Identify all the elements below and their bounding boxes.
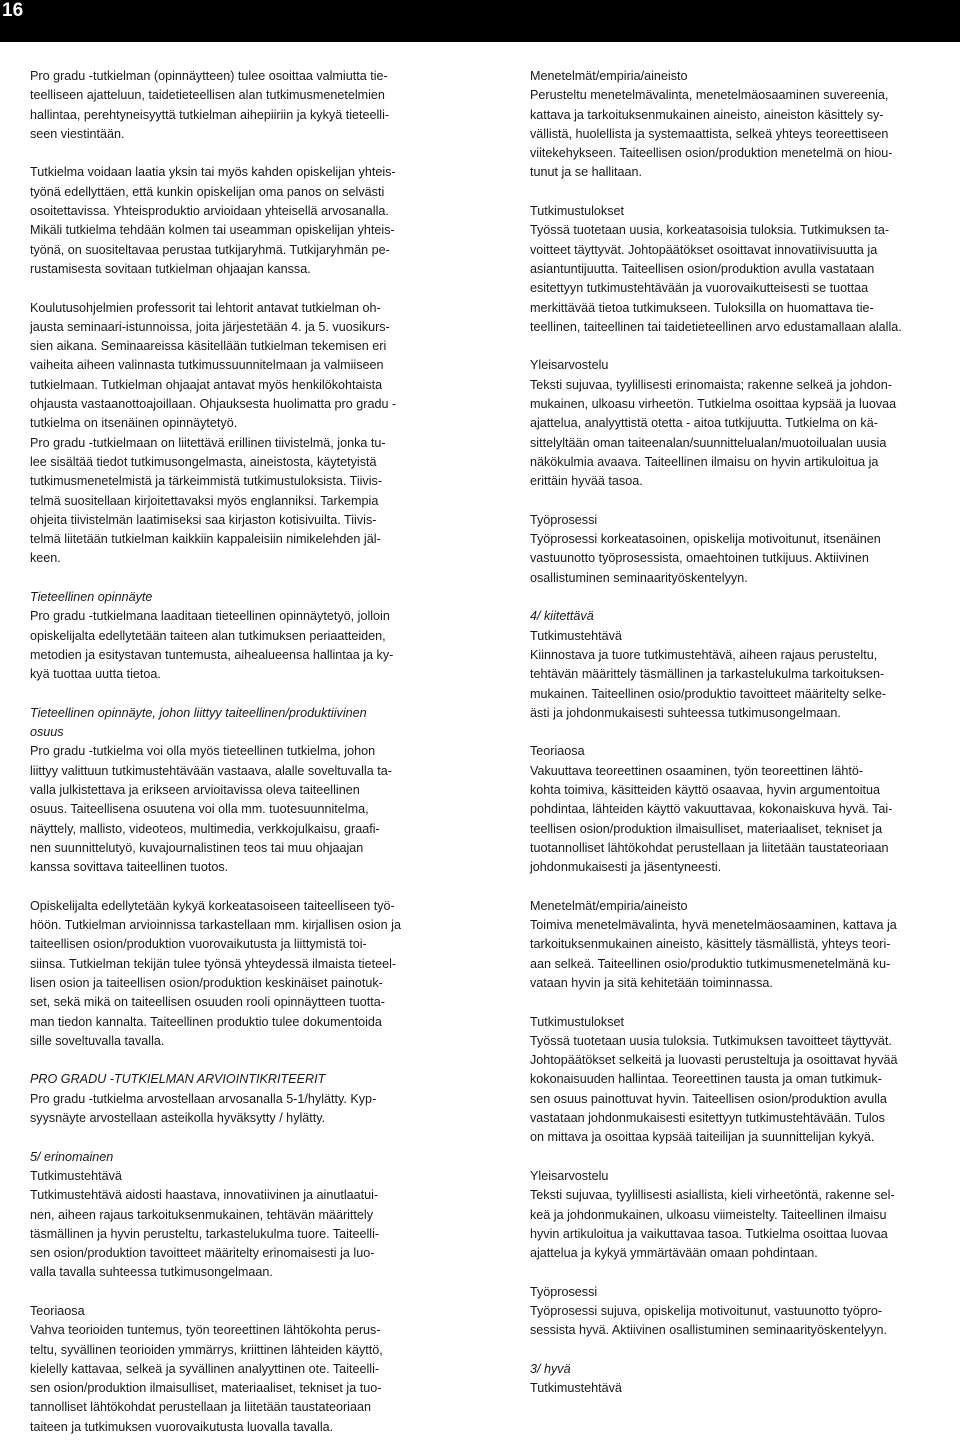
text-line: sen osion/produktion tavoitteet määritelty erinomaisesti ja luo- [30, 1246, 375, 1261]
text-line: sen osuus painottuvat hyvin. Taiteellisen osion/produktion avulla [530, 1091, 887, 1106]
text-line: lee sisältää tiedot tutkimusongelmasta, aineistosta, käytetyistä [30, 454, 377, 469]
text-line: keen. [30, 551, 61, 566]
text-line: 3/ hyvä [530, 1361, 571, 1376]
text-line: Koulutusohjelmien professorit tai lehtorit antavat tutkielman oh- [30, 300, 381, 315]
text-line: man tiedon kannalta. Taiteellinen produktio tulee dokumentoida [30, 1014, 382, 1029]
text-line: tutkimusmenetelmistä ja tärkeimmistä tutkimustuloksista. Tiivis- [30, 474, 383, 489]
left-column [30, 67, 460, 1437]
text-line: kattava ja tarkoituksenmukainen aineisto, aineiston käsittely sy- [530, 107, 884, 122]
right-column [530, 67, 960, 1398]
paragraph [530, 1360, 960, 1399]
text-line: hyvin artikuloitua ja vaikuttavaa tasoa. Tutkielma osoittaa luovaa [530, 1226, 888, 1241]
text-line: kohta toimiva, käsitteiden käyttö osaavaa, hyvin argumentoitua [530, 782, 881, 797]
paragraph [530, 897, 960, 993]
paragraph [530, 607, 960, 723]
paragraph [530, 356, 960, 491]
paragraph [30, 1302, 460, 1437]
paragraph [30, 1070, 460, 1128]
text-line: osoitettavissa. Yhteisproduktio arvioidaan yhteisellä arvosanalla. [30, 204, 389, 219]
text-line: Vakuuttava teoreettinen osaaminen, työn teoreettinen lähtö- [530, 763, 864, 778]
text-line: nen, aiheen rajaus tarkoituksenmukainen, tehtävän määrittely [30, 1207, 374, 1222]
text-line: viitekehykseen. Taiteellisen osion/produktion menetelmä on hiou- [530, 146, 893, 161]
text-line: mukainen, ulkoasu virheetön. Tutkielma osoittaa kypsää ja luovaa [530, 397, 897, 412]
text-line: jausta seminaari-istunnoissa, joita järjestetään 4. ja 5. vuosikurs- [30, 319, 390, 334]
text-line: vastataan johdonmukaisesti esitettyyn tutkimustehtävään. Tulos [530, 1111, 885, 1126]
text-line: tuotannolliset lähtökohdat perustellaan ja liitetään taustateoriaan [530, 840, 889, 855]
text-line: työnä edellyttäen, että kunkin opiskelijan oma panos on selvästi [30, 184, 385, 199]
text-line: johdonmukaisesti ja jäsentyneesti. [530, 860, 722, 875]
text-line: osuus [30, 725, 64, 740]
text-line: kyä tuottaa uutta tietoa. [30, 667, 161, 682]
text-line: asiantuntijuutta. Taiteellisen osion/produktion avulla vastataan [530, 261, 875, 276]
text-line: lisen osion ja taiteellisen osion/produktion keskinäiset painotuk- [30, 975, 383, 990]
text-line: Tutkimustehtävä [530, 1381, 622, 1396]
text-line: valla tavalla suhteessa tutkimusongelmaan. [30, 1265, 273, 1280]
text-line: Tutkielma voidaan laatia yksin tai myös kahden opiskelijan yhteis- [30, 165, 396, 180]
text-line: valla julkistettava ja erikseen arvioitavissa oleva taiteellinen [30, 782, 360, 797]
text-line: Teoriaosa [530, 744, 585, 759]
paragraph [30, 897, 460, 1051]
text-line: kokonaisuuden hallintaa. Teoreettinen tausta ja oman tutkimuk- [530, 1072, 882, 1087]
text-line: keä ja johdonmukainen, ulkoasu viimeistelty. Taiteellinen ilmaisu [530, 1207, 887, 1222]
paragraph [530, 1283, 960, 1341]
text-line: Pro gradu -tutkielman (opinnäytteen) tulee osoittaa valmiutta tie- [30, 69, 388, 83]
text-line: ajattelua ja kykyä ymmärtävään omaan pohdintaan. [530, 1246, 818, 1261]
text-line: höön. Tutkielman arvioinnissa tarkastellaan mm. kirjallisen osion ja [30, 918, 401, 933]
text-line: Työssä tuotetaan uusia tuloksia. Tutkimuksen tavoitteet täyttyvät. [530, 1033, 892, 1048]
text-line: sessista hyvä. Aktiivinen osallistuminen seminaarityöskentelyyn. [530, 1323, 887, 1338]
text-line: teltu, syvällinen teorioiden ymmärrys, kriittinen lähteiden käyttö, [30, 1342, 383, 1357]
paragraph [30, 588, 460, 684]
text-line: PRO GRADU -TUTKIELMAN ARVIOINTIKRITEERIT [30, 1072, 326, 1087]
text-line: vataan hyvin ja sitä kehitetään toiminnassa. [530, 975, 773, 990]
text-line: vastuunotto työprosessista, omaehtoinen tutkijuus. Aktiivinen [530, 551, 869, 566]
paragraph [530, 511, 960, 588]
text-line: nen suunnittelutyö, kuvajournalistinen teos tai muu ohjaajan [30, 840, 364, 855]
text-line: Johtopäätökset selkeitä ja luovasti perusteltuja ja osoittavat hyvää [530, 1053, 898, 1068]
text-line: osallistuminen seminaarityöskentelyyn. [530, 570, 748, 585]
text-line: sille soveltuvalla tavalla. [30, 1033, 165, 1048]
text-line: Tieteellinen opinnäyte, johon liittyy taiteellinen/produktiivinen [30, 705, 367, 720]
text-line: Työssä tuotetaan uusia, korkeatasoisia tuloksia. Tutkimuksen ta- [530, 223, 890, 238]
text-line: hallintaa, perehtyneisyyttä tutkielman aihepiiriin ja kykyä tieteelli- [30, 107, 390, 122]
text-line: näkökulmia avaava. Taiteellinen ilmaisu on hyvin artikuloitua ja [530, 454, 879, 469]
text-line: Menetelmät/empiria/aineisto [530, 898, 688, 913]
text-line: näyttely, mallisto, videoteos, multimedia, verkkojulkaisu, graafi- [30, 821, 380, 836]
text-line: taiteellisen osion/produktion vuorovaikutusta ja liittymistä toi- [30, 937, 367, 952]
text-line: Teksti sujuvaa, tyylillisesti erinomaista; rakenne selkeä ja johdon- [530, 377, 892, 392]
text-line: Teoriaosa [30, 1304, 85, 1318]
text-line: Työprosessi [530, 1284, 598, 1299]
text-line: Yleisarvostelu [530, 1168, 609, 1183]
text-line: täsmällinen ja hyvin perusteltu, tarkastelukulma tuore. Taiteelli- [30, 1226, 380, 1241]
paragraph [530, 742, 960, 877]
text-line: kielelly kattavaa, selkeä ja syvällinen analyyttinen ote. Taiteelli- [30, 1361, 380, 1376]
text-line: tutkielma on itsenäinen opinnäytetyö. [30, 416, 238, 431]
text-line: Opiskelijalta edellytetään kykyä korkeatasoiseen taiteelliseen työ- [30, 898, 395, 913]
text-line: set, sekä mikä on taiteellisen osuuden rooli opinnäytteen tuotta- [30, 995, 385, 1010]
text-line: rustamisesta sovitaan tutkielman ohjaajan kanssa. [30, 261, 311, 276]
text-line: osuus. Taiteellisena osuutena voi olla mm. tuotesuunnitelma, [30, 802, 369, 817]
text-line: on mittava ja osoittaa kypsää taiteilijan ja suunnittelijan kykyä. [530, 1130, 875, 1145]
page-header-bar [0, 0, 960, 42]
text-line: Pro gradu -tutkielmaan on liitettävä erillinen tiivistelmä, jonka tu- [30, 435, 386, 450]
text-line: Työprosessi sujuva, opiskelija motivoitunut, vastuunotto työpro- [530, 1304, 883, 1318]
text-line: ajattelua, analyyttistä otetta - aitoa tutkijuutta. Tutkielma on kä- [530, 416, 878, 431]
text-line: Tutkimustulokset [530, 204, 625, 219]
text-line: Menetelmät/empiria/aineisto [530, 69, 688, 83]
text-line: taiteen ja tutkimuksen vuorovaikutusta luovalla tavalla. [30, 1419, 334, 1434]
paragraph [530, 1013, 960, 1148]
text-line: sen osion/produktion ilmaisulliset, materiaaliset, tekniset ja tuo- [30, 1381, 382, 1396]
paragraph [30, 704, 460, 878]
text-line: syysnäyte arvostellaan asteikolla hyväksytty / hylätty. [30, 1111, 326, 1126]
paragraph [530, 1167, 960, 1263]
text-line: siinsa. Tutkielman tekijän tulee työnsä yhteydessä ilmaista tieteel- [30, 956, 397, 971]
text-line: työnä, on suositeltavaa perustaa tutkijaryhmä. Tutkijaryhmän pe- [30, 242, 390, 257]
text-line: telmä liitetään tutkielman kaikkiin kappaleisiin nimikelehden jäl- [30, 532, 381, 547]
text-line: vaiheita aiheen valinnasta tutkimussuunnitelmaan ja valmiiseen [30, 358, 384, 373]
page-number: 16 [2, 0, 24, 21]
paragraph [30, 163, 460, 279]
paragraph [530, 67, 960, 183]
text-line: voitteet täyttyvät. Johtopäätökset osoittavat innovatiivisuutta ja [530, 242, 878, 257]
text-line: Tutkimustehtävä [530, 628, 622, 643]
paragraph [30, 1148, 460, 1283]
text-line: teellinen, taiteellinen tai taidetieteellinen arvo edustamallaan alalla. [530, 319, 902, 334]
text-line: ästi ja johdonmukaisesti suhteessa tutkimusongelmaan. [530, 705, 841, 720]
text-line: aan selkeä. Taiteellinen osio/produktio tutkimusmenetelmänä ku- [530, 956, 891, 971]
text-line: Tieteellinen opinnäyte [30, 590, 153, 605]
text-line: Kiinnostava ja tuore tutkimustehtävä, aiheen rajaus perusteltu, [530, 647, 878, 662]
text-line: teellisen osion/produktion ilmaisulliset, materiaaliset, tekniset ja [530, 821, 883, 836]
text-line: tannolliset lähtökohdat perustellaan ja liitetään taustateoriaan [30, 1400, 371, 1415]
text-line: Mikäli tutkielma tehdään kolmen tai useamman opiskelijan yhteis- [30, 223, 395, 238]
text-line: ohjausta vastaanottoajoillaan. Ohjauksesta huolimatta pro gradu - [30, 397, 397, 412]
paragraph [30, 299, 460, 569]
text-line: liittyy valittuun tutkimustehtävään vastaava, alalle soveltuvalla ta- [30, 763, 392, 778]
text-line: erittäin hyvää tasoa. [530, 474, 643, 489]
text-line: teelliseen ajatteluun, taidetieteellisen alan tutkimusmenetelmien [30, 88, 385, 103]
text-line: merkittävää tietoa tutkimukseen. Tuloksilla on huomattava tie- [530, 300, 874, 315]
text-line: tehtävän määrittely täsmällinen ja tarkastelukulma tarkoituksen- [530, 667, 885, 682]
text-line: tutkielmaan. Tutkielman ohjaajat antavat myös henkilökohtaista [30, 377, 383, 392]
text-line: sien aikana. Seminaareissa käsitellään tutkielman tekemisen eri [30, 339, 387, 354]
text-line: Tutkimustehtävä [30, 1168, 122, 1183]
paragraph [530, 202, 960, 337]
text-line: Perusteltu menetelmävalinta, menetelmäosaaminen suvereenia, [530, 88, 889, 103]
text-line: ohjeita tiivistelmän laatimiseksi saa kirjaston kotisivuilta. Tiivis- [30, 512, 377, 527]
text-line: metodien ja esitystavan tuntemusta, aihealueensa hallintaa ja ky- [30, 647, 394, 662]
text-line: Toimiva menetelmävalinta, hyvä menetelmäosaaminen, kattava ja [530, 918, 897, 933]
text-line: Tutkimustehtävä aidosti haastava, innovatiivinen ja ainutlaatui- [30, 1188, 379, 1203]
text-line: 5/ erinomainen [30, 1149, 114, 1164]
text-line: esitettyyn tutkimustehtävään ja vuorovaikutteisesti se tuottaa [530, 281, 869, 296]
text-line: vällistä, huolellista ja systemaattista, selkeä yhteys teoreettiseen [530, 126, 889, 141]
text-line: Pro gradu -tutkielma arvostellaan arvosanalla 5-1/hylätty. Kyp- [30, 1091, 377, 1106]
text-line: Tutkimustulokset [530, 1014, 625, 1029]
text-line: sittelyltään oman taiteenalan/suunnittelualan/muotoilualan uusia [530, 435, 887, 450]
text-line: tarkoituksenmukainen aineisto, käsittely täsmällistä, yhteys teori- [530, 937, 891, 952]
text-line: Työprosessi [530, 512, 598, 527]
text-line: pohdintaa, lähteiden käyttö vakuuttavaa, kokonaiskuva hyvä. Tai- [530, 802, 893, 817]
text-line: Työprosessi korkeatasoinen, opiskelija motivoitunut, itsenäinen [530, 532, 881, 547]
paragraph [30, 67, 460, 144]
text-line: tunut ja se hallitaan. [530, 165, 643, 180]
text-line: Vahva teorioiden tuntemus, työn teoreettinen lähtökohta perus- [30, 1323, 381, 1338]
text-line: telmä suositellaan kirjoitettavaksi myös englanniksi. Tarkempia [30, 493, 379, 508]
text-line: opiskelijalta edellytetään taiteen alan tutkimuksen periaatteiden, [30, 628, 386, 643]
text-line: Pro gradu -tutkielmana laaditaan tieteellinen opinnäytetyö, jolloin [30, 609, 390, 624]
text-line: seen viestintään. [30, 126, 125, 141]
text-line: Yleisarvostelu [530, 358, 609, 373]
text-line: kanssa sovittava taiteellinen tuotos. [30, 860, 229, 875]
text-line: mukainen. Taiteellinen osio/produktio tavoitteet määritelty selke- [530, 686, 887, 701]
text-line: Pro gradu -tutkielma voi olla myös tieteellinen tutkielma, johon [30, 744, 376, 759]
text-line: 4/ kiitettävä [530, 609, 594, 624]
text-line: Teksti sujuvaa, tyylillisesti asiallista, kieli virheetöntä, rakenne sel- [530, 1188, 895, 1203]
